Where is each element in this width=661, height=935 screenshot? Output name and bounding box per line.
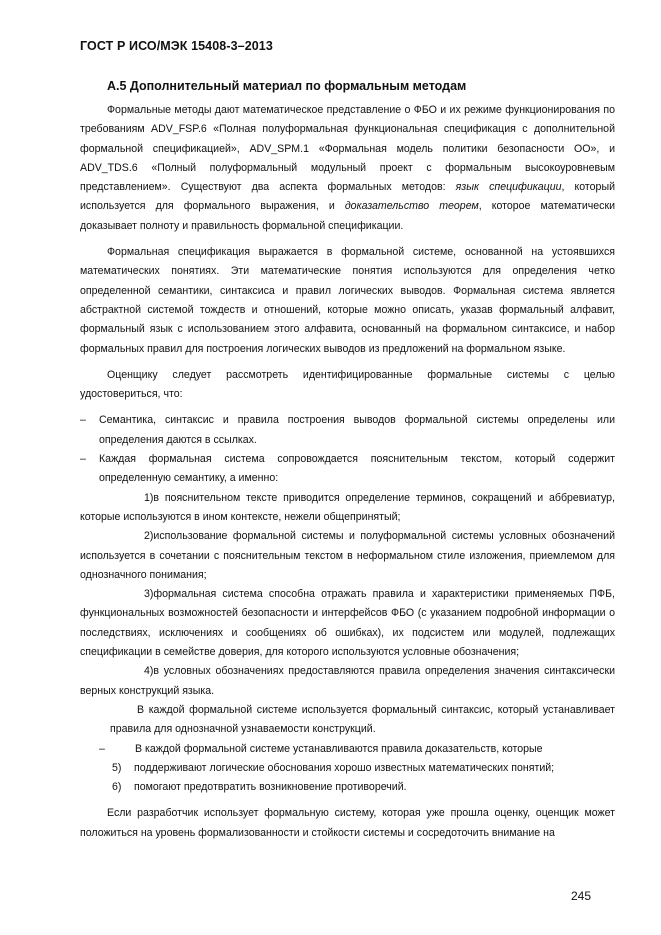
list-item-text: В каждой формальной системе устанавливаются правила доказательств, которые — [135, 742, 543, 755]
numbered-item — [80, 662, 615, 701]
list-item — [80, 411, 615, 450]
item-number: 5) — [112, 761, 122, 774]
standard-header: ГОСТ Р ИСО/МЭК 15408-3–2013 — [80, 39, 273, 53]
item-text: помогают предотвратить возникновение противоречий. — [134, 781, 407, 794]
item-text: использование формальной системы и полуформальной системы условных обозначений используется в сочетании с пояснительным текстом в неформальном стиле изложения, приемлемом для однозначного понимания; — [80, 530, 615, 581]
paragraph-evaluator: Оценщику следует рассмотреть идентифицированные формальные системы с целью удостовериться, что: — [80, 368, 615, 401]
item-number: 4) — [144, 665, 154, 678]
numbered-item — [80, 778, 615, 797]
item-number: 6) — [112, 781, 122, 794]
list-item-text: Семантика, синтаксис и правила построения выводов формальной системы определены или определения даются в ссылках. — [99, 414, 615, 446]
spacer — [80, 797, 615, 804]
page-number: 245 — [571, 889, 592, 903]
paragraph-text: , который используется для формального выражения, и — [80, 181, 615, 213]
dash-bullet: – — [80, 414, 86, 427]
document-body — [80, 101, 615, 850]
item-number: 2) — [144, 530, 154, 543]
term-theorem-proving: доказательство теорем — [344, 200, 479, 213]
numbered-item — [80, 489, 615, 528]
dash-bullet: – — [99, 742, 105, 755]
item-number: 3) — [144, 588, 154, 601]
paragraph-formal-methods — [80, 101, 615, 236]
list-item — [80, 740, 615, 759]
numbered-item — [80, 759, 615, 778]
dash-bullet: – — [80, 453, 86, 466]
numbered-item — [80, 585, 615, 662]
numbered-item — [80, 527, 615, 585]
paragraph-text: , которое математически доказывает полноту и правильность формальной спецификации. — [80, 200, 615, 232]
item-text: в пояснительном тексте приводится определение терминов, сокращений и аббревиатур, которые используются в ином контексте, нежели общепринятый; — [80, 491, 615, 523]
item-text: поддерживают логические обоснования хорошо известных математических понятий; — [134, 761, 555, 774]
indented-paragraph: В каждой формальной системе используется формальный синтаксис, который устанавливает правила для однозначной узнаваемости конструкций. — [110, 703, 615, 736]
item-text: в условных обозначениях предоставляются правила определения значения синтаксически верных конструкций языка. — [80, 665, 615, 697]
term-specification-language: язык спецификации — [455, 181, 562, 194]
list-item-text: Каждая формальная система сопровождается пояснительным текстом, который содержит определенную семантику, а именно: — [99, 453, 615, 485]
list-item — [80, 450, 615, 489]
paragraph-developer: Если разработчик использует формальную систему, которая уже прошла оценку, оценщик может положиться на уровень формализованности и стойкости системы и сосредоточить внимание на — [80, 807, 615, 839]
section-title: А.5 Дополнительный материал по формальным методам — [107, 79, 467, 93]
item-text: формальная система способна отражать правила и характеристики применяемых ПФБ, функциональных возможностей безопасности и интерфейсов ФБО (с указанием подробной информации о последствиях, исключениях и сообщениях об ошибках), их подсистем или модулей, подлежащих спецификации в семействе доверия, для которого используются условные обозначения; — [80, 588, 615, 659]
paragraph-text: Формальные методы дают математическое представление о ФБО и их режиме функционирования по требованиям ADV_FSP.6 «Полная полуформальная функциональная спецификация с дополнительной формальной спецификацией», ADV_SPM.1 «Формальная модель политики безопасности ОО», и ADV_TDS.6 «Полный полуформальный модульный проект с формальным высокоуровневым представлением». Существуют два аспекта формальных методов: — [80, 104, 615, 194]
item-number: 1) — [144, 491, 154, 504]
paragraph-formal-specification: Формальная спецификация выражается в формальной системе, основанной на устоявшихся математических понятиях. Эти математические понятия используются для определения четко определенной семантики, синтаксиса и правил логических выводов. Формальная система является абстрактной системой тождеств и отношений, которые можно описать, указав формальный алфавит, формальный язык с использованием этого алфавита, основанный на формальном синтаксисе, и набор формальных правил для построения логических выводов из предложений на формальном языке. — [80, 246, 615, 355]
